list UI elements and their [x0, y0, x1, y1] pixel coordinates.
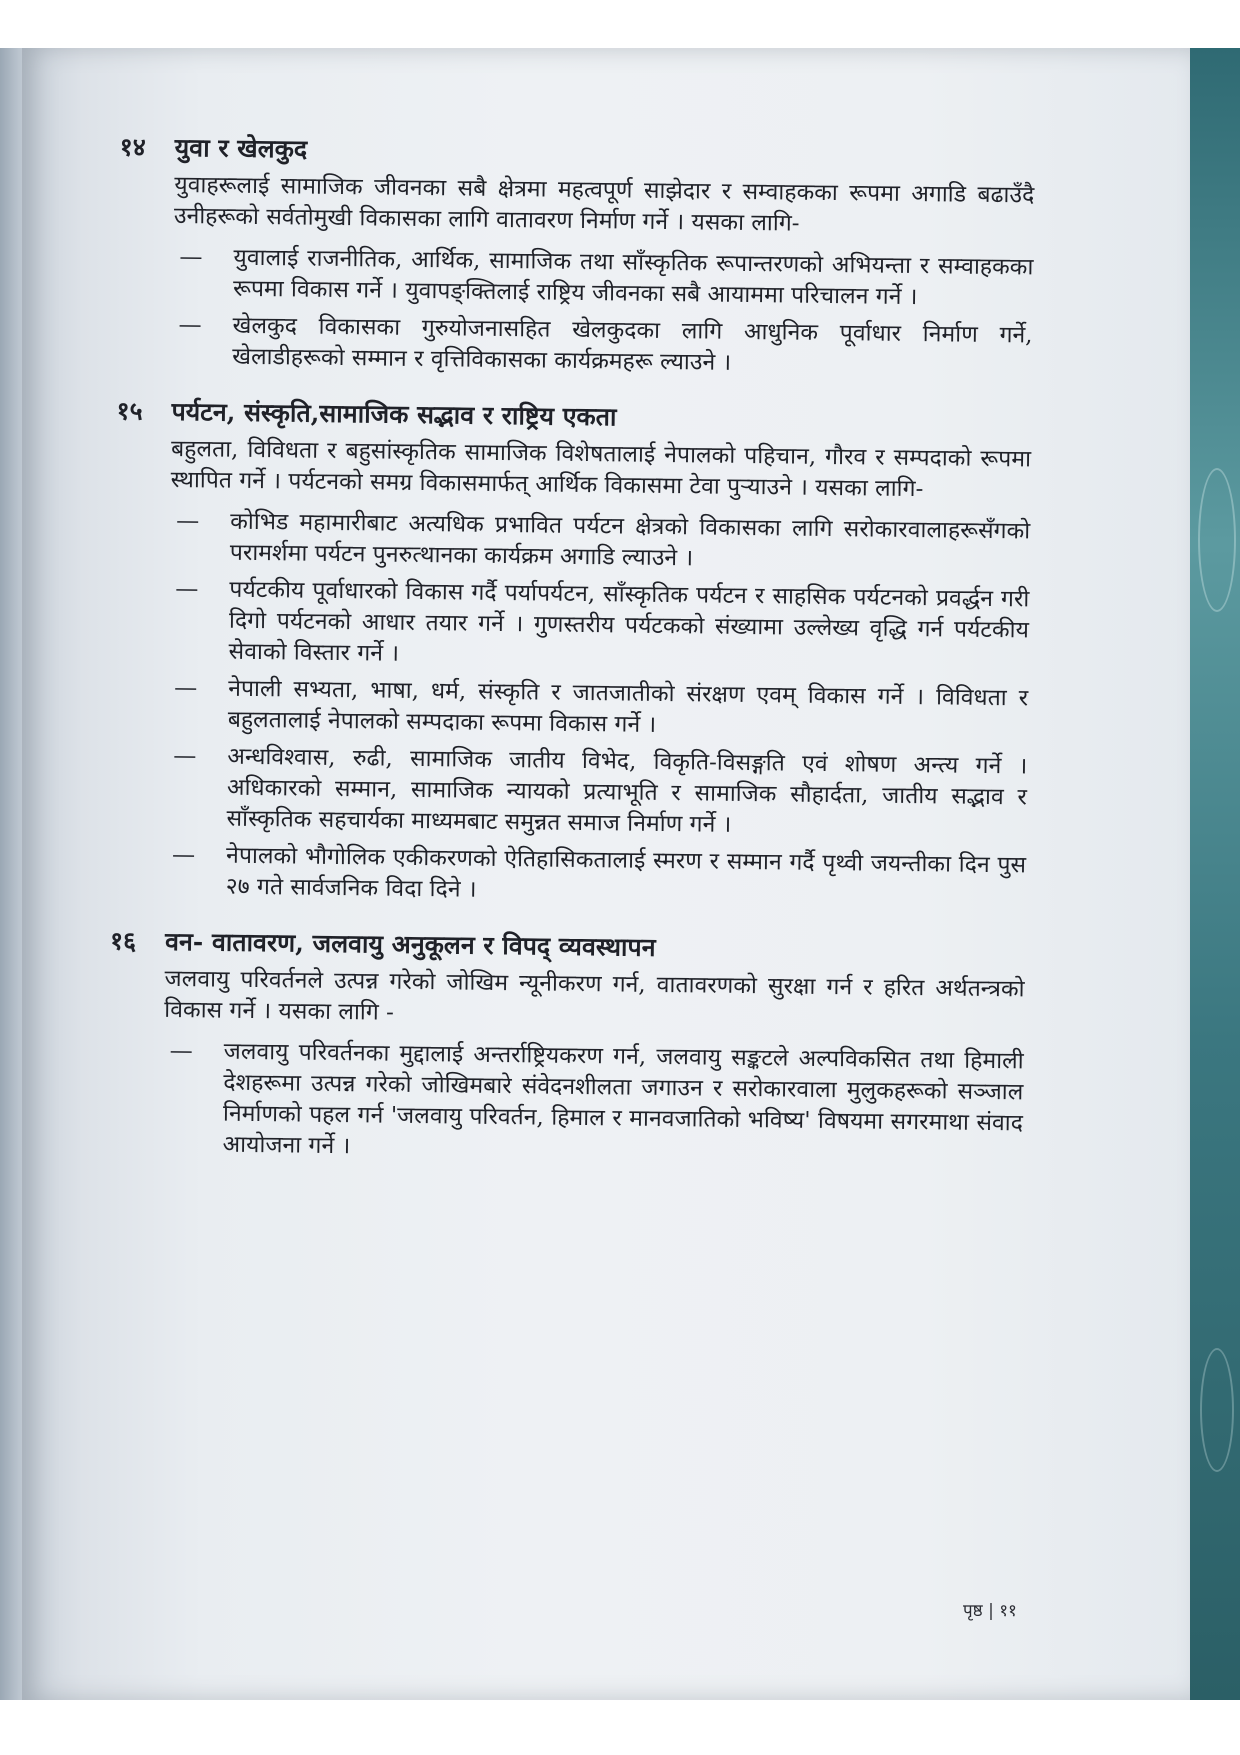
list-item [170, 506, 1031, 579]
list-item-text: कोभिड महामारीबाट अत्यधिक प्रभावित पर्यटन क्षेत्रको विकासका लागि सरोकारवालाहरूसँगको परामर्शमा पर्यटन पुनरुत्थानका कार्यक्रम अगाडि ल्याउने । [229, 508, 1031, 572]
section-heading [110, 923, 1025, 968]
list-item [172, 310, 1033, 383]
list-item [173, 242, 1034, 315]
dash-marker: — [173, 743, 197, 770]
dash-marker: — [171, 842, 196, 869]
section-intro: जलवायु परिवर्तनले उत्पन्न गरेको जोखिम न्यूनीकरण गर्न, वातावरणको सुरक्षा गर्न र हरित अर्थतन्त्रको विकास गर्ने । यसका लागि - [164, 965, 1025, 1026]
list-item [166, 741, 1027, 844]
dash-marker: — [178, 312, 202, 339]
bullet-list [162, 1036, 1023, 1170]
list-item-text: नेपालको भौगोलिक एकीकरणको ऐतिहासिकतालाई स्मरण र सम्मान गर्दै पृथ्वी जयन्तीका दिन पुस २७ गते सार्वजनिक विदा दिने । [225, 842, 1027, 903]
dash-marker: — [179, 244, 203, 271]
list-item [162, 1036, 1023, 1170]
list-item [166, 840, 1027, 913]
section-intro: बहुलता, विविधता र बहुसांस्कृतिक सामाजिक विशेषतालाई नेपालको पहिचान, गौरव र सम्पदाको रूपमा स्थापित गर्ने । पर्यटनको समग्र विकासमार्फत् आर्थिक विकासमा टेवा पुऱ्याउने । यसका लागि- [170, 435, 1032, 503]
section-heading [116, 393, 1031, 438]
section-14 [119, 130, 1035, 382]
dash-marker: — [169, 1038, 193, 1065]
section-intro: युवाहरूलाई सामाजिक जीवनका सबै क्षेत्रमा महत्वपूर्ण साझेदार र सम्वाहकका रूपमा अगाडि बढाउँदै उनीहरूको सर्वतोमुखी विकासका लागि वातावरण निर्माण गर्ने । यसका लागि- [173, 171, 1035, 237]
section-number: १५ [116, 396, 143, 426]
section-16 [109, 924, 1025, 1170]
section-title: युवा र खेलकुद [174, 132, 308, 164]
page-content [109, 130, 1035, 1192]
section-number: १४ [119, 132, 146, 162]
dash-marker: — [175, 576, 199, 603]
section-title: वन- वातावरण, जलवायु अनुकूलन र विपद् व्यवस्थापन [164, 926, 656, 962]
list-item-text: जलवायु परिवर्तनका मुद्दालाई अन्तर्राष्ट्रियकरण गर्न, जलवायु सङ्कटले अल्पविकसित तथा हिमाली देशहरूमा उत्पन्न गरेको जोखिमबारे संवेदनशीलता जगाउन र सरोकारवाला मुलुकहरूको सञ्जाल निर्माणको पहल गर्न 'जलवायु परिवर्तन, हिमाल र मानवजातिको भविष्य' विषयमा सगरमाथा संवाद आयोजना गर्ने । [222, 1038, 1024, 1160]
section-number: १६ [109, 926, 137, 956]
dash-marker: — [174, 675, 198, 702]
list-item-text: अन्धविश्वास, रुढी, सामाजिक जातीय विभेद, विकृति-विसङ्गति एवं शोषण अन्त्य गर्ने । अधिकारको सम्मान, सामाजिक न्यायको प्रत्याभूति र सामाजिक सौहार्दता, जातीय सद्भाव र साँस्कृतिक सहचार्यका माध्यमबाट समुन्नत समाज निर्माण गर्ने । [226, 743, 1028, 838]
teal-cover-edge [1190, 48, 1240, 1700]
page-number: पृष्ठ | ११ [963, 1601, 1017, 1621]
list-item-text: युवालाई राजनीतिक, आर्थिक, सामाजिक तथा साँस्कृतिक रूपान्तरणको अभियन्ता र सम्वाहकका रूपमा विकास गर्ने । युवापङ्क्तिलाई राष्ट्रिय जीवनका सबै आयाममा परिचालन गर्ने । [232, 244, 1034, 311]
list-item [168, 574, 1029, 677]
bullet-list [166, 506, 1031, 912]
list-item-text: पर्यटकीय पूर्वाधारको विकास गर्दै पर्यापर्यटन, साँस्कृतिक पर्यटन र साहसिक पर्यटनको प्रवर्द्धन गरी दिगो पर्यटनको आधार तयार गर्ने । गुणस्तरीय पर्यटकको संख्यामा उल्लेख्य वृद्धि गर्न पर्यटकीय सेवाको विस्तार गर्ने । [228, 576, 1030, 667]
list-item [168, 673, 1029, 746]
list-item-text: नेपाली सभ्यता, भाषा, धर्म, संस्कृति र जातजातीको संरक्षण एवम् विकास गर्ने । विविधता र बहुलतालाई नेपालको सम्पदाका रूपमा विकास गर्ने । [227, 675, 1029, 738]
section-15 [116, 394, 1032, 912]
section-title: पर्यटन, संस्कृति,सामाजिक सद्भाव र राष्ट्रिय एकता [171, 396, 617, 432]
list-item-text: खेलकुद विकासका गुरुयोजनासहित खेलकुदका लागि आधुनिक पूर्वाधार निर्माण गर्ने, खेलाडीहरूको सम्मान र वृत्तिविकासका कार्यक्रमहरू ल्याउने । [232, 312, 1033, 376]
dash-marker: — [176, 508, 200, 535]
bullet-list [172, 242, 1034, 382]
